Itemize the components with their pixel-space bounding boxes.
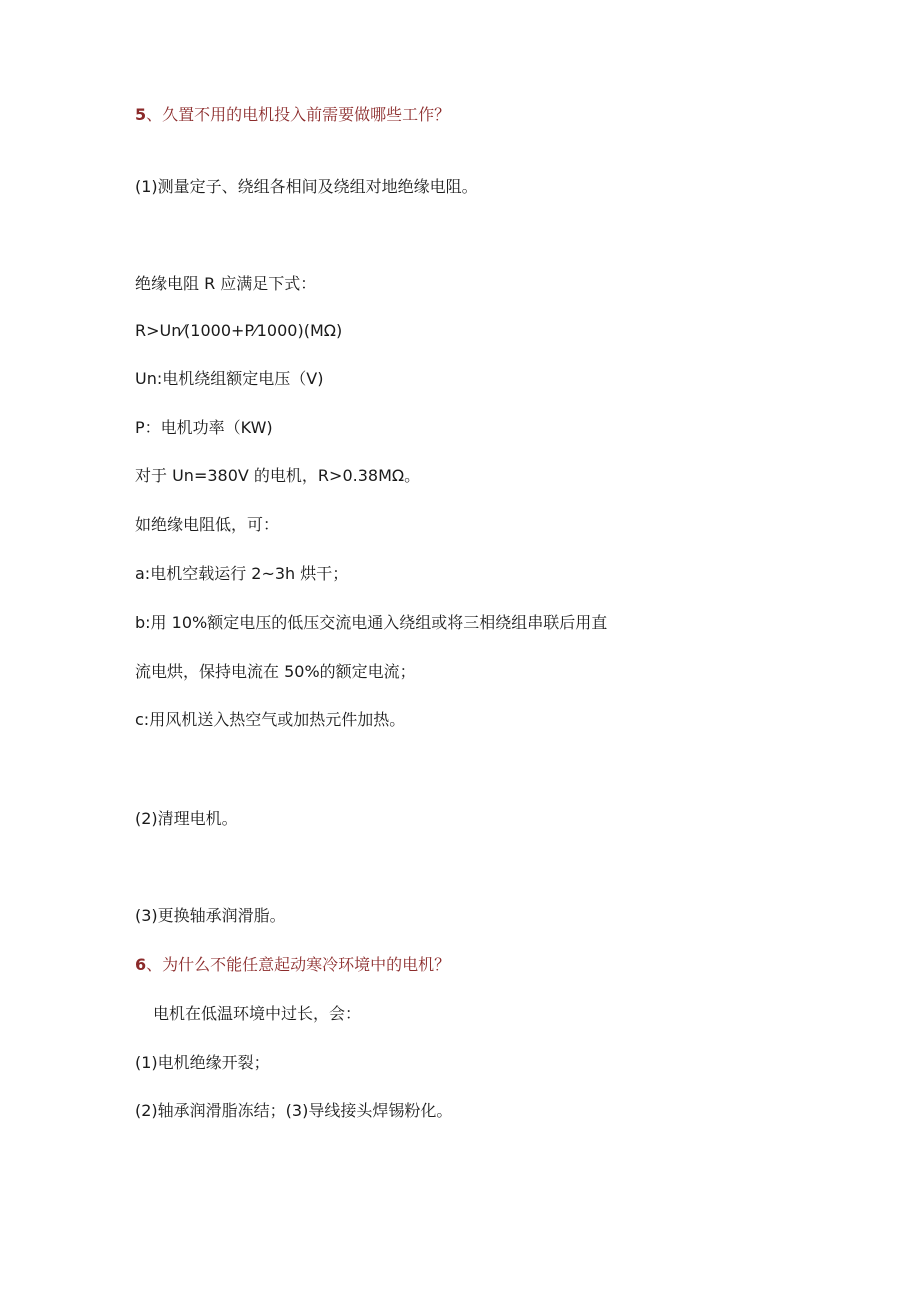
section-6-title: 、为什么不能任意起动寒冷环境中的电机？: [146, 955, 451, 974]
paragraph-low-insulation-intro: 如绝缘电阻低，可：: [135, 515, 280, 534]
paragraph-un-definition: Un:电机绕组额定电压（V): [135, 369, 324, 388]
paragraph-option-b-line2: 流电烘，保持电流在 50%的额定电流；: [135, 662, 416, 681]
paragraph-380v-example: 对于 Un=380V 的电机，R>0.38MΩ。: [135, 466, 421, 485]
paragraph-insulation-formula-intro: 绝缘电阻 R 应满足下式：: [135, 274, 317, 293]
section-5-title: 、久置不用的电机投入前需要做哪些工作？: [146, 105, 451, 124]
paragraph-option-b-line1: b:用 10%额定电压的低压交流电通入绕组或将三相绕组串联后用直: [135, 613, 608, 632]
section-6-heading: [135, 954, 450, 976]
paragraph-low-temp-intro: 电机在低温环境中过长，会：: [153, 1004, 362, 1023]
paragraph-replace-grease: (3)更换轴承润滑脂。: [135, 906, 286, 925]
section-5-number: 5: [135, 105, 147, 124]
paragraph-option-a: a:电机空载运行 2~3h 烘干；: [135, 564, 349, 583]
paragraph-formula: R>Un⁄(1000+P⁄1000)(MΩ): [135, 321, 343, 340]
paragraph-grease-freeze: (2)轴承润滑脂冻结；(3)导线接头焊锡粉化。: [135, 1101, 453, 1120]
section-5-heading: [135, 104, 450, 126]
paragraph-option-c: c:用风机送入热空气或加热元件加热。: [135, 710, 406, 729]
paragraph-p-definition: P：电机功率（KW): [135, 418, 273, 437]
paragraph-clean-motor: (2)清理电机。: [135, 809, 238, 828]
paragraph-measure-insulation: (1)测量定子、绕组各相间及绕组对地绝缘电阻。: [135, 177, 478, 196]
section-6-number: 6: [135, 955, 147, 974]
paragraph-insulation-crack: (1)电机绝缘开裂；: [135, 1053, 270, 1072]
